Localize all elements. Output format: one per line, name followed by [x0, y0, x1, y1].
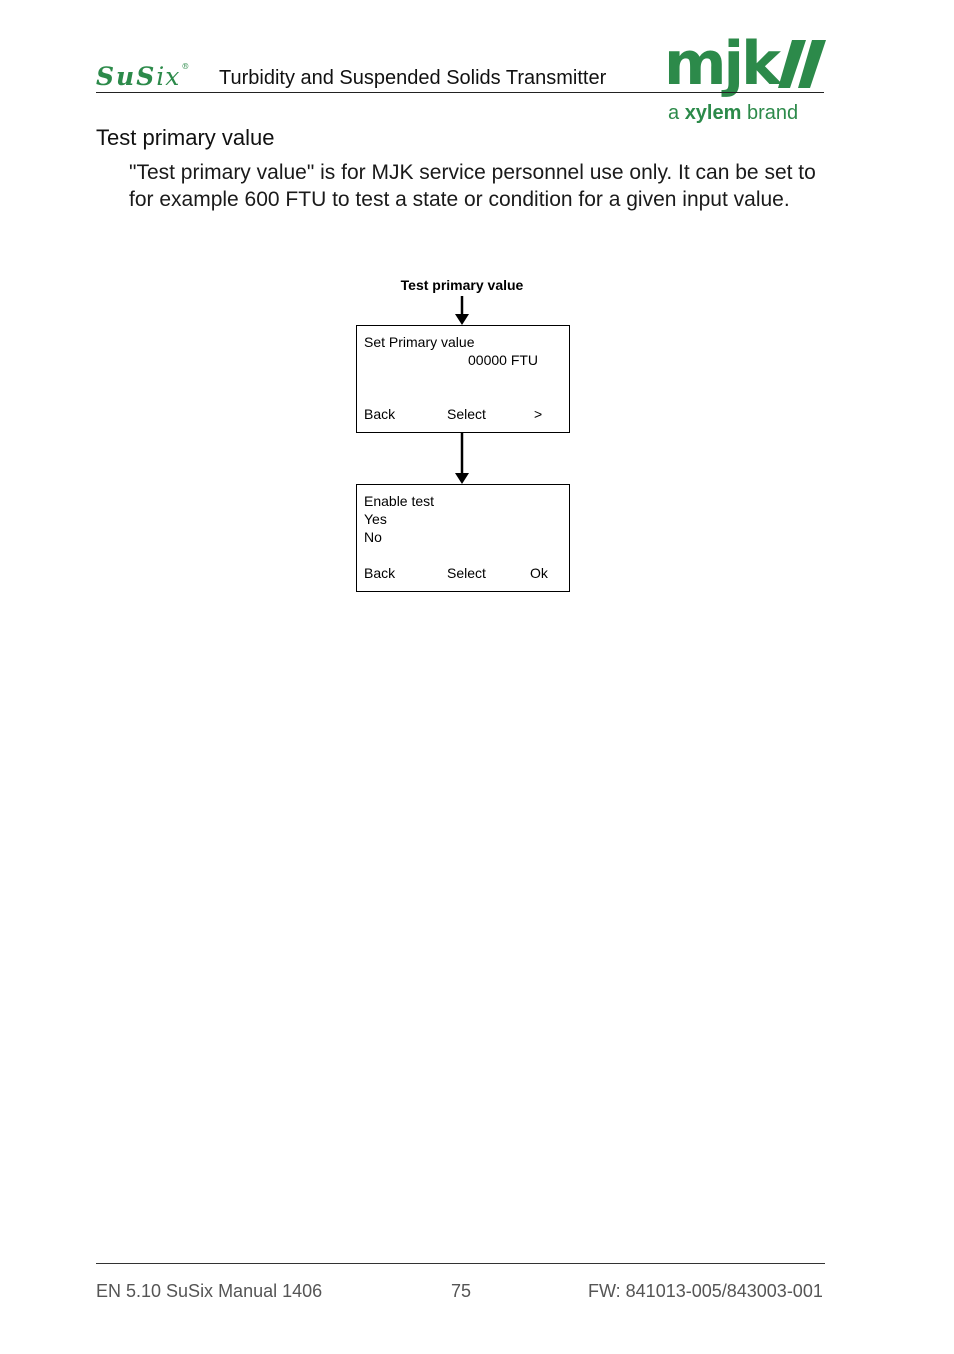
menu-screen-enable-test	[356, 484, 570, 592]
susix-logo: SuSix®	[96, 62, 192, 91]
arrow-down-icon	[455, 433, 469, 485]
menu-title: Set Primary value	[364, 334, 475, 350]
arrow-down-icon	[455, 296, 469, 326]
section-paragraph: "Test primary value" is for MJK service personnel use only. It can be set to for example 600 FTU to test a state or condition for a given input value.	[129, 161, 816, 211]
footer-firmware-version: FW: 841013-005/843003-001	[588, 1281, 823, 1301]
softkey-back[interactable]: Back	[364, 565, 396, 581]
menu-option-no[interactable]: No	[364, 529, 382, 545]
section-heading: Test primary value	[96, 125, 275, 150]
menu-screen-set-primary-value	[356, 325, 570, 433]
footer-manual-version: EN 5.10 SuSix Manual 1406	[96, 1281, 323, 1301]
document-title: Turbidity and Suspended Solids Transmitter	[219, 67, 607, 89]
softkey-ok[interactable]: Ok	[530, 565, 548, 581]
mjk-slashes-icon	[778, 40, 828, 90]
softkey-select[interactable]: Select	[447, 406, 486, 422]
xylem-tagline: a xylem brand	[668, 102, 799, 124]
menu-option-yes[interactable]: Yes	[364, 511, 387, 527]
menu-title: Enable test	[364, 493, 435, 509]
diagram-caption: Test primary value	[400, 277, 524, 293]
softkey-select[interactable]: Select	[447, 565, 486, 581]
header-rule	[96, 92, 824, 93]
footer-page-number: 75	[451, 1281, 472, 1301]
softkey-next[interactable]: >	[534, 406, 543, 422]
footer-rule	[96, 1263, 825, 1264]
primary-value-readout: 00000 FTU	[468, 352, 539, 368]
mjk-logo: mjk	[664, 29, 778, 99]
softkey-back[interactable]: Back	[364, 406, 396, 422]
